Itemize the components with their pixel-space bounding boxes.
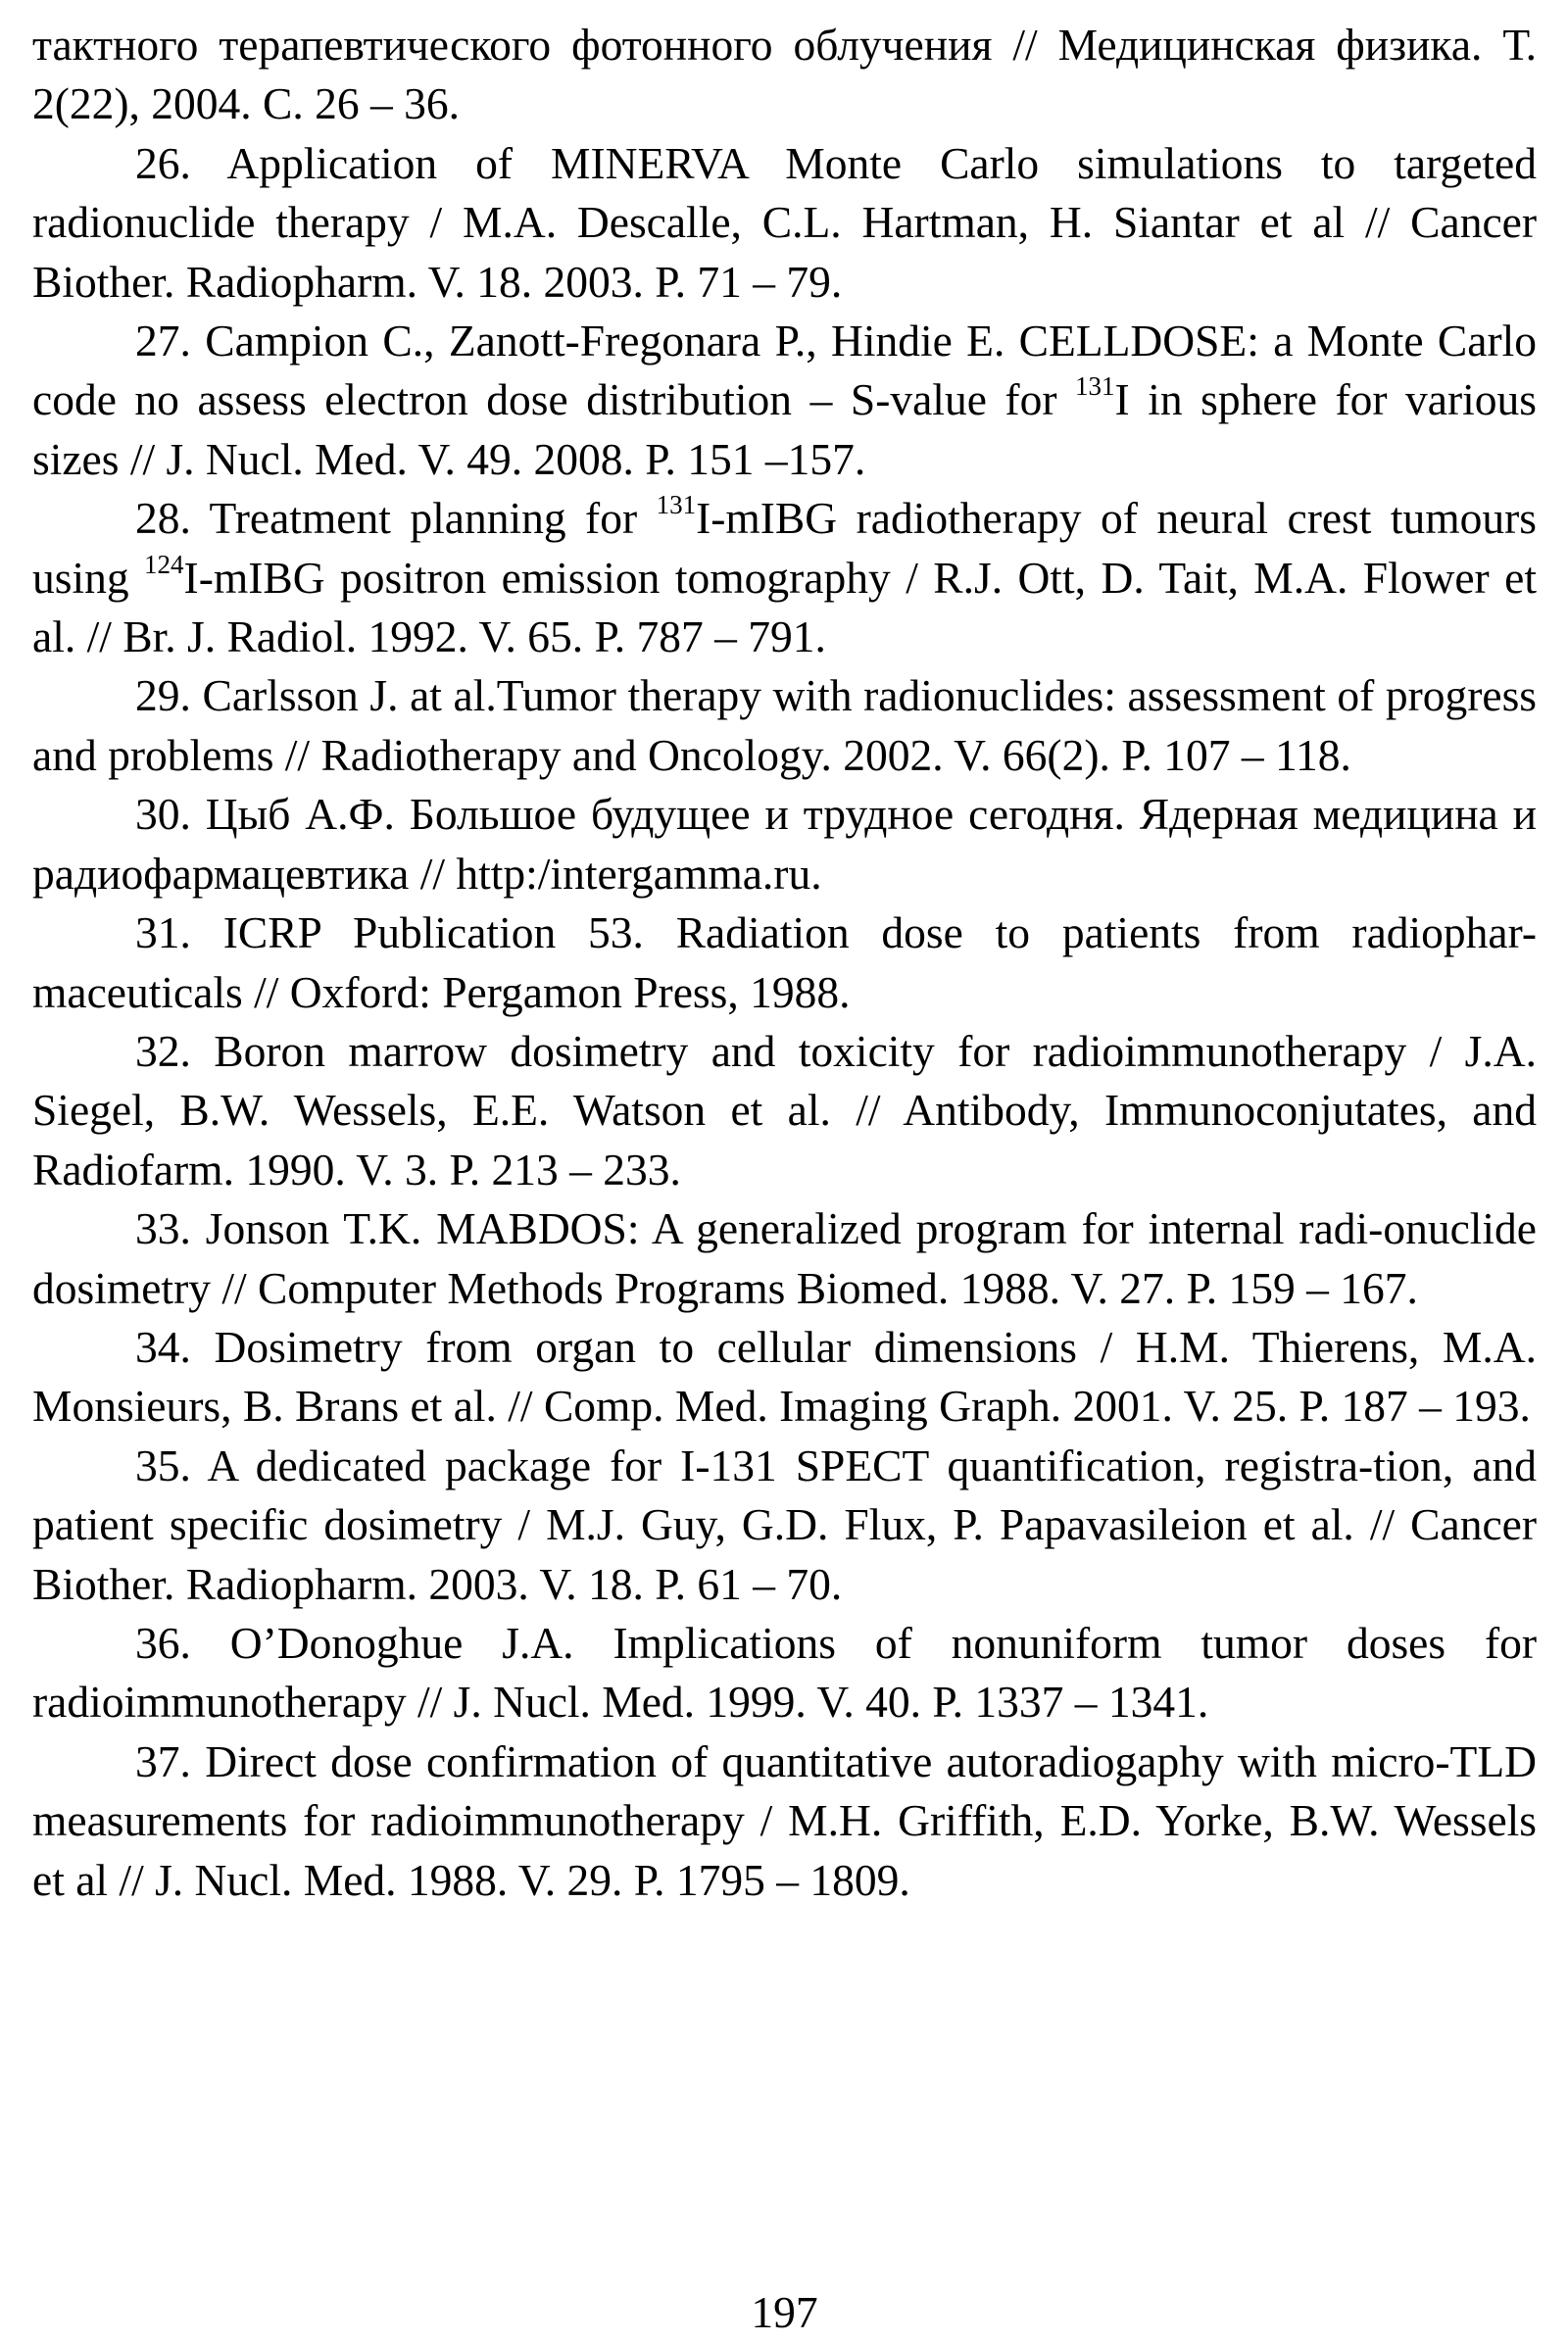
reference-text: Treatment planning for bbox=[209, 493, 657, 544]
reference-text: ICRP Publication 53. Radiation dose to patients from radiophar-maceuticals // Oxford: Pergamon Press, 1988. bbox=[32, 907, 1537, 1017]
reference-number: 27. bbox=[135, 316, 191, 366]
reference-number: 35. bbox=[135, 1439, 191, 1490]
reference-26 bbox=[32, 134, 1537, 312]
reference-text: Carlsson J. at al.Tumor therapy with radionuclides: assessment of progress and problems // Radiotherapy and Oncology. 2002. V. 66(2). P. 107 – 118. bbox=[32, 670, 1538, 780]
reference-number: 29. bbox=[135, 670, 191, 721]
isotope-superscript: 131 bbox=[656, 490, 697, 520]
reference-number: 37. bbox=[135, 1735, 191, 1786]
reference-number: 28. bbox=[135, 493, 191, 544]
reference-text: Campion C., Zanott-Fregonara P., Hindie E. CELLDOSE: a Monte Carlo code no assess electron dose distribution – S-value for bbox=[32, 316, 1537, 425]
page-number: 197 bbox=[751, 2287, 818, 2337]
reference-32 bbox=[32, 1022, 1537, 1199]
reference-number: 26. bbox=[135, 137, 191, 188]
reference-text: I-mIBG positron emission tomography / R.J. Ott, D. Tait, M.A. Flower et al. // Br. J. Radiol. 1992. V. 65. P. 787 – 791. bbox=[32, 552, 1537, 662]
reference-number: 34. bbox=[135, 1321, 191, 1372]
reference-text: I in sphere for various sizes // J. Nucl. Med. V. 49. 2008. P. 151 –157. bbox=[32, 374, 1537, 484]
reference-number: 31. bbox=[135, 907, 191, 958]
reference-30 bbox=[32, 785, 1537, 903]
reference-27 bbox=[32, 312, 1537, 489]
reference-34 bbox=[32, 1318, 1537, 1437]
reference-text: I-mIBG radiotherapy of neural crest tumours using bbox=[32, 493, 1538, 603]
reference-37 bbox=[32, 1732, 1537, 1910]
reference-number: 32. bbox=[135, 1025, 191, 1076]
document-page bbox=[32, 0, 1537, 2342]
reference-29 bbox=[32, 666, 1537, 785]
reference-text: A dedicated package for I-131 SPECT quantification, registra-tion, and patient specific dosimetry / M.J. Guy, G.D. Flux, P. Papavasileion et al. // Cancer Biother. Radiopharm. 2003. V. 18. P. 61 – 70. bbox=[32, 1439, 1537, 1609]
reference-number: 30. bbox=[135, 789, 191, 840]
reference-text: Jonson T.K. MABDOS: A generalized program for internal radi-onuclide dosimetry // Computer Methods Programs Biomed. 1988. V. 27. P. 159 – 167. bbox=[32, 1203, 1537, 1313]
reference-text: Dosimetry from organ to cellular dimensions / H.M. Thierens, M.A. Monsieurs, B. Brans et al. // Comp. Med. Imaging Graph. 2001. V. 25. P. 187 – 193. bbox=[32, 1321, 1537, 1432]
isotope-superscript: 131 bbox=[1075, 371, 1115, 402]
reference-31 bbox=[32, 903, 1537, 1022]
isotope-superscript: 124 bbox=[144, 549, 184, 579]
reference-number: 33. bbox=[135, 1203, 191, 1254]
reference-33 bbox=[32, 1199, 1537, 1318]
reference-28 bbox=[32, 489, 1537, 666]
reference-36 bbox=[32, 1614, 1537, 1732]
reference-text: Application of MINERVA Monte Carlo simulations to targeted radionuclide therapy / M.A. Descalle, C.L. Hartman, H. Siantar et al // Cancer Biother. Radiopharm. V. 18. 2003. P. 71 – 79. bbox=[32, 137, 1537, 307]
reference-text: Direct dose confirmation of quantitative autoradiogaphy with micro-TLD measurements for radioimmunotherapy / M.H. Griffith, E.D. Yorke, B.W. Wessels et al // J. Nucl. Med. 1988. V. 29. P. 1795 – 1809. bbox=[32, 1735, 1537, 1905]
reference-text: O’Donoghue J.A. Implications of nonuniform tumor doses for radioimmunotherapy // J. Nucl. Med. 1999. V. 40. P. 1337 – 1341. bbox=[32, 1617, 1538, 1728]
reference-text: Цыб А.Ф. Большое будущее и трудное сегодня. Ядерная медицина и радиофармацевтика // http:/intergamma.ru. bbox=[32, 789, 1538, 899]
reference-continuation: тактного терапевтического фотонного облучения // Медицинская физика. Т. 2(22), 2004. С. 26 – 36. bbox=[32, 20, 1537, 129]
reference-list bbox=[32, 16, 1537, 1910]
reference-35 bbox=[32, 1437, 1537, 1614]
reference-text: Boron marrow dosimetry and toxicity for radioimmunotherapy / J.A. Siegel, B.W. Wessels, E.E. Watson et al. // Antibody, Immunoconjutates, and Radiofarm. 1990. V. 3. P. 213 – 233. bbox=[32, 1025, 1538, 1195]
reference-number: 36. bbox=[135, 1617, 191, 1668]
